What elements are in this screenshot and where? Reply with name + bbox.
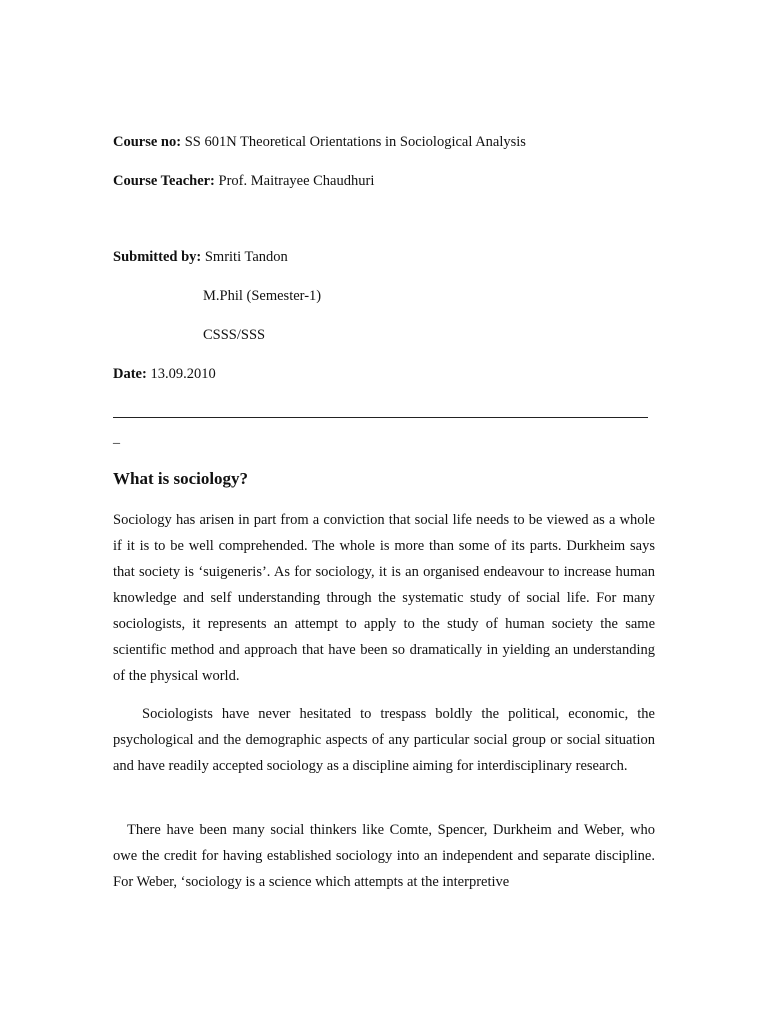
paragraph-3: There have been many social thinkers like Comte, Spencer, Durkheim and Weber, who owe the credit for having established sociology into an independent and separate discipline. For Weber, ‘sociology is a science which attempts at the interpretive bbox=[113, 822, 655, 890]
paragraph-1: Sociology has arisen in part from a conviction that social life needs to be viewed as a whole if it is to be well comprehended. The whole is more than some of its parts. Durkheim says that society is ‘suigeneris’. As for sociology, it is an organised endeavour to increase human knowledge and self understanding through the systematic study of social life. For many sociologists, it represents an attempt to apply to the study of human society the same scientific method and approach that have been so dramatically in yielding an understanding of the physical world. bbox=[113, 512, 655, 684]
horizontal-rule bbox=[113, 417, 648, 418]
date-line bbox=[113, 365, 216, 383]
submitted-by-line bbox=[113, 248, 288, 266]
course-no-value: SS 601N Theoretical Orientations in Sociological Analysis bbox=[181, 134, 526, 150]
course-teacher-line bbox=[113, 172, 374, 190]
submitted-by-value: Smriti Tandon bbox=[201, 249, 288, 265]
date-value: 13.09.2010 bbox=[146, 366, 216, 382]
course-no-label: Course no: bbox=[113, 134, 182, 150]
rule-tail: _ bbox=[113, 431, 120, 446]
paragraph-2: Sociologists have never hesitated to trespass boldly the political, economic, the psychological and the demographic aspects of any particular social group or social situation and have readily accepted sociology as a discipline aiming for interdisciplinary research. bbox=[113, 706, 655, 774]
course-teacher-value: Prof. Maitrayee Chaudhuri bbox=[214, 173, 375, 189]
date-label: Date: bbox=[113, 366, 147, 382]
course-no-line bbox=[113, 133, 526, 151]
course-teacher-label: Course Teacher: bbox=[113, 173, 215, 189]
department-line: CSSS/SSS bbox=[203, 327, 266, 343]
submitted-by-label: Submitted by: bbox=[113, 249, 202, 265]
section-heading: What is sociology? bbox=[113, 469, 249, 488]
program-line: M.Phil (Semester-1) bbox=[203, 288, 322, 304]
